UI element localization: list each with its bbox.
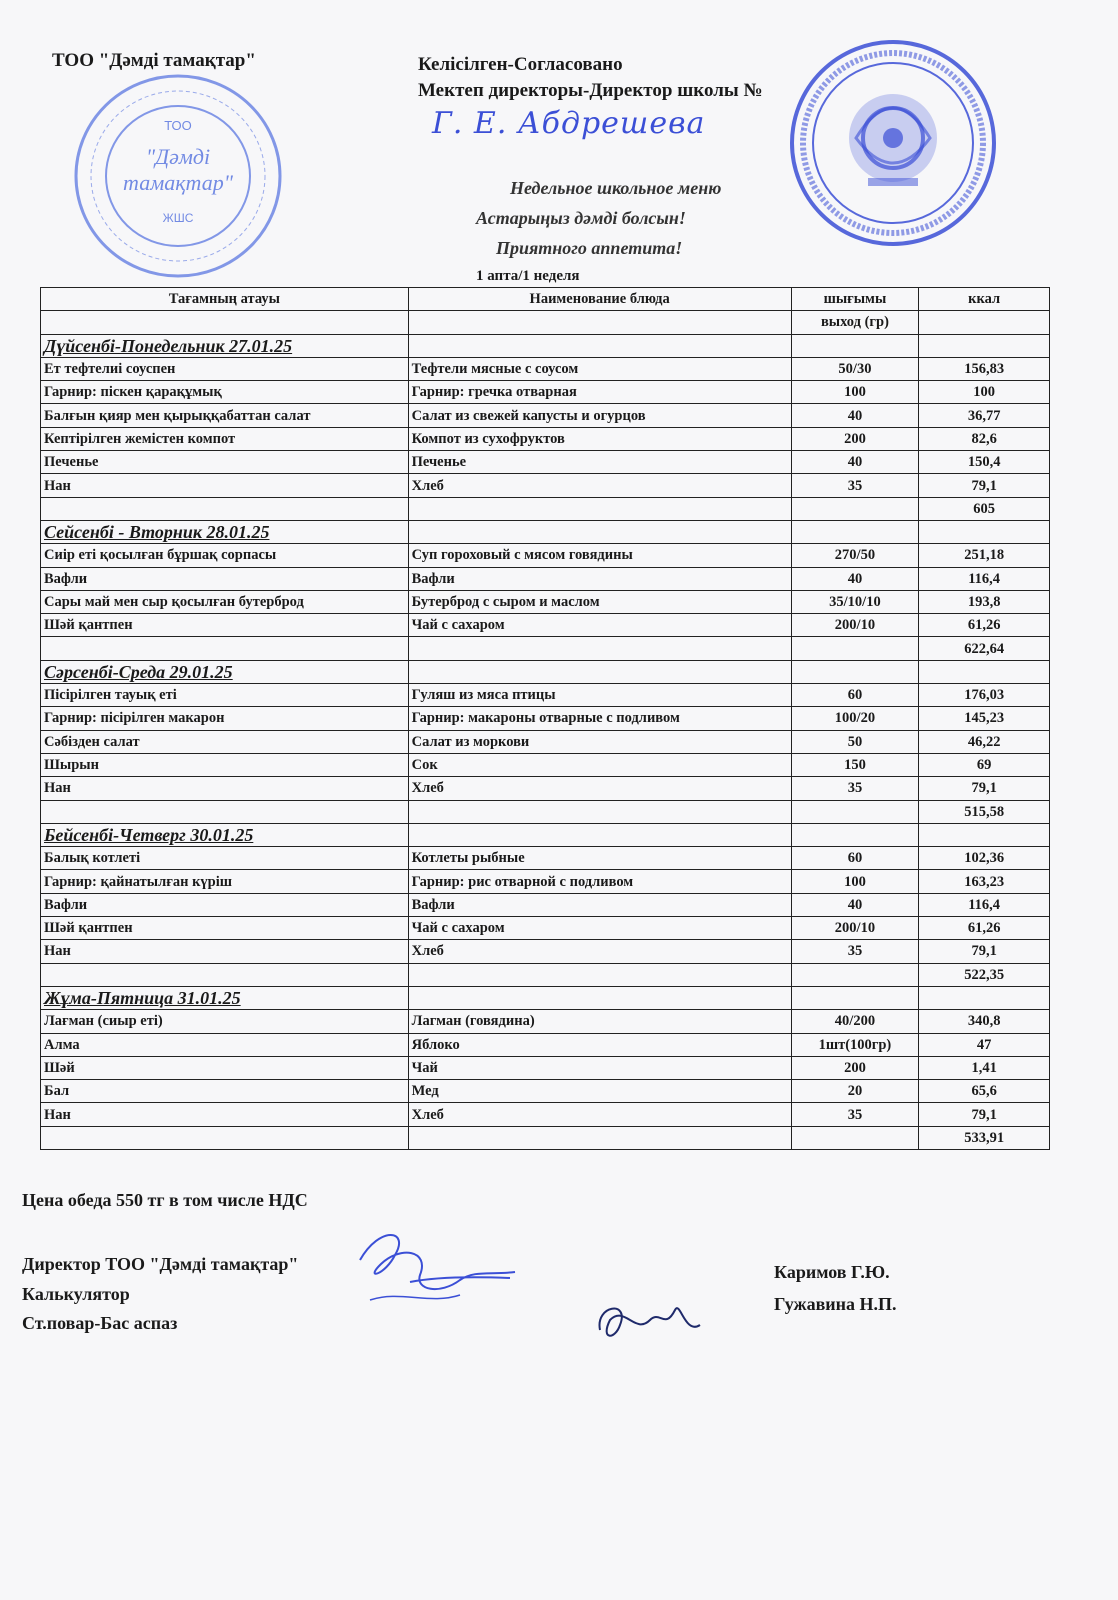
day-header-row — [41, 986, 1050, 1009]
dish-kcal: 176,03 — [919, 684, 1050, 707]
dish-kcal: 61,26 — [919, 614, 1050, 637]
dish-name-ru: Мед — [408, 1080, 791, 1103]
dish-kcal: 82,6 — [919, 427, 1050, 450]
dish-yield: 200/10 — [791, 614, 919, 637]
chef-title: Ст.повар-Бас аспаз — [22, 1313, 178, 1333]
calculator-name: Гужавина Н.П. — [774, 1294, 897, 1314]
table-row — [41, 777, 1050, 800]
dish-name-ru: Тефтели мясные с соусом — [408, 357, 791, 380]
table-row — [41, 544, 1050, 567]
dish-yield: 200 — [791, 1056, 919, 1079]
dish-name-ru: Гуляш из мяса птицы — [408, 684, 791, 707]
day-title: Жұма-Пятница 31.01.25 — [41, 986, 409, 1009]
dish-name-ru: Вафли — [408, 893, 791, 916]
dish-kcal: 145,23 — [919, 707, 1050, 730]
dish-yield: 100 — [791, 381, 919, 404]
stamp-center-top: ТОО — [164, 118, 192, 133]
table-row — [41, 427, 1050, 450]
agreed-label: Келісілген-Согласовано — [418, 54, 623, 75]
dish-kcal: 100 — [919, 381, 1050, 404]
total-row — [41, 497, 1050, 520]
dish-name-kz: Вафли — [41, 893, 409, 916]
dish-name-ru: Котлеты рыбные — [408, 847, 791, 870]
dish-name-ru: Чай с сахаром — [408, 614, 791, 637]
dish-yield: 40/200 — [791, 1010, 919, 1033]
menu-subtitle-ru: Приятного аппетита! — [496, 238, 683, 258]
stamp-center-name-1: "Дәмді — [145, 144, 211, 169]
dish-yield: 200/10 — [791, 917, 919, 940]
total-row — [41, 1126, 1050, 1149]
dish-name-ru: Салат из моркови — [408, 730, 791, 753]
dish-yield: 35 — [791, 940, 919, 963]
chef-signature-scribble — [590, 1290, 710, 1350]
dish-yield: 270/50 — [791, 544, 919, 567]
dish-kcal: 79,1 — [919, 940, 1050, 963]
dish-name-kz: Гарнир: қайнатылған күріш — [41, 870, 409, 893]
dish-name-ru: Хлеб — [408, 777, 791, 800]
dish-yield: 35 — [791, 474, 919, 497]
dish-name-kz: Балық котлеті — [41, 847, 409, 870]
dish-name-ru: Гарнир: макароны отварные с подливом — [408, 707, 791, 730]
table-row — [41, 917, 1050, 940]
dish-kcal: 47 — [919, 1033, 1050, 1056]
day-title: Бейсенбі-Четверг 30.01.25 — [41, 823, 409, 846]
dish-name-kz: Гарнир: пісірілген макарон — [41, 707, 409, 730]
dish-kcal: 156,83 — [919, 357, 1050, 380]
table-row — [41, 357, 1050, 380]
director-signature-scribble — [340, 1220, 530, 1310]
dish-name-ru: Лагман (говядина) — [408, 1010, 791, 1033]
col-header-yield-kz: шығымы — [791, 288, 919, 311]
dish-name-kz: Сәбізден салат — [41, 730, 409, 753]
day-title: Дүйсенбі-Понедельник 27.01.25 — [41, 334, 409, 357]
day-header-row — [41, 823, 1050, 846]
dish-name-ru: Чай — [408, 1056, 791, 1079]
dish-name-ru: Бутерброд с сыром и маслом — [408, 590, 791, 613]
table-header-row — [41, 288, 1050, 311]
dish-name-kz: Шәй қантпен — [41, 614, 409, 637]
lunch-price: Цена обеда 550 тг в том числе НДС — [22, 1190, 308, 1210]
dish-kcal: 65,6 — [919, 1080, 1050, 1103]
table-row — [41, 474, 1050, 497]
dish-name-kz: Печенье — [41, 451, 409, 474]
total-row — [41, 963, 1050, 986]
dish-name-ru: Хлеб — [408, 1103, 791, 1126]
dish-yield: 150 — [791, 753, 919, 776]
dish-name-ru: Хлеб — [408, 940, 791, 963]
dish-name-kz: Алма — [41, 1033, 409, 1056]
week-label: 1 апта/1 неделя — [476, 268, 580, 284]
dish-name-ru: Хлеб — [408, 474, 791, 497]
dish-kcal: 193,8 — [919, 590, 1050, 613]
table-row — [41, 1103, 1050, 1126]
dish-name-ru: Салат из свежей капусты и огурцов — [408, 404, 791, 427]
dish-yield: 100/20 — [791, 707, 919, 730]
col-header-kcal: ккал — [919, 288, 1050, 311]
dish-name-kz: Вафли — [41, 567, 409, 590]
dish-kcal: 46,22 — [919, 730, 1050, 753]
menu-title: Недельное школьное меню — [510, 178, 722, 198]
table-header-row-2 — [41, 311, 1050, 334]
dish-name-ru: Гарнир: гречка отварная — [408, 381, 791, 404]
table-row — [41, 707, 1050, 730]
table-row — [41, 381, 1050, 404]
dish-kcal: 251,18 — [919, 544, 1050, 567]
day-total-kcal: 622,64 — [919, 637, 1050, 660]
dish-name-kz: Сиір еті қосылған бұршақ сорпасы — [41, 544, 409, 567]
dish-name-kz: Гарнир: піскен қарақұмық — [41, 381, 409, 404]
dish-yield: 50/30 — [791, 357, 919, 380]
stamp-center-bottom: ЖШС — [162, 211, 194, 225]
dish-name-kz: Бал — [41, 1080, 409, 1103]
dish-name-kz: Кептірілген жемістен компот — [41, 427, 409, 450]
table-row — [41, 870, 1050, 893]
dish-name-ru: Компот из сухофруктов — [408, 427, 791, 450]
table-row — [41, 893, 1050, 916]
dish-yield: 40 — [791, 404, 919, 427]
table-row — [41, 567, 1050, 590]
dish-name-ru: Печенье — [408, 451, 791, 474]
dish-yield: 35/10/10 — [791, 590, 919, 613]
dish-kcal: 79,1 — [919, 474, 1050, 497]
dish-kcal: 69 — [919, 753, 1050, 776]
dish-name-kz: Нан — [41, 1103, 409, 1126]
col-header-name-ru: Наименование блюда — [408, 288, 791, 311]
table-row — [41, 753, 1050, 776]
dish-name-kz: Шәй қантпен — [41, 917, 409, 940]
dish-name-kz: Нан — [41, 474, 409, 497]
table-row — [41, 404, 1050, 427]
dish-name-kz: Нан — [41, 940, 409, 963]
dish-kcal: 79,1 — [919, 1103, 1050, 1126]
director-name: Каримов Г.Ю. — [774, 1262, 890, 1282]
menu-subtitle-kz: Астарыңыз дәмді болсын! — [476, 208, 686, 228]
table-row — [41, 614, 1050, 637]
dish-kcal: 116,4 — [919, 893, 1050, 916]
total-row — [41, 800, 1050, 823]
day-header-row — [41, 660, 1050, 683]
dish-name-kz: Пісірілген тауық еті — [41, 684, 409, 707]
dish-kcal: 150,4 — [919, 451, 1050, 474]
day-header-row — [41, 520, 1050, 543]
dish-yield: 20 — [791, 1080, 919, 1103]
dish-name-ru: Сок — [408, 753, 791, 776]
table-row — [41, 684, 1050, 707]
dish-kcal: 79,1 — [919, 777, 1050, 800]
total-row — [41, 637, 1050, 660]
company-stamp — [72, 72, 284, 280]
dish-yield: 35 — [791, 1103, 919, 1126]
director-signature: Г. Е. Абдрешева — [432, 106, 706, 141]
dish-name-kz: Балғын қияр мен қырыққабаттан салат — [41, 404, 409, 427]
dish-yield: 60 — [791, 684, 919, 707]
col-header-name-kz: Тағамның атауы — [41, 288, 409, 311]
dish-name-ru: Вафли — [408, 567, 791, 590]
dish-name-kz: Нан — [41, 777, 409, 800]
dish-name-kz: Ет тефтелиі соуспен — [41, 357, 409, 380]
director-title: Директор ТОО "Дәмді тамақтар" — [22, 1254, 299, 1274]
table-row — [41, 847, 1050, 870]
dish-yield: 60 — [791, 847, 919, 870]
day-total-kcal: 533,91 — [919, 1126, 1050, 1149]
dish-kcal: 116,4 — [919, 567, 1050, 590]
dish-name-kz: Шырын — [41, 753, 409, 776]
stamp-center-name-2: тамақтар" — [123, 170, 233, 195]
school-stamp — [786, 38, 1000, 248]
col-header-yield-ru: выход (гр) — [791, 311, 919, 334]
dish-name-kz: Сары май мен сыр қосылған бутерброд — [41, 590, 409, 613]
dish-kcal: 340,8 — [919, 1010, 1050, 1033]
table-row — [41, 1010, 1050, 1033]
company-name: ТОО "Дәмді тамақтар" — [52, 50, 256, 71]
dish-kcal: 1,41 — [919, 1056, 1050, 1079]
day-total-kcal: 605 — [919, 497, 1050, 520]
day-title: Сәрсенбі-Среда 29.01.25 — [41, 660, 409, 683]
table-row — [41, 1033, 1050, 1056]
day-total-kcal: 515,58 — [919, 800, 1050, 823]
school-director-line: Мектеп директоры-Директор школы № — [418, 80, 763, 101]
dish-kcal: 36,77 — [919, 404, 1050, 427]
dish-kcal: 102,36 — [919, 847, 1050, 870]
table-row — [41, 451, 1050, 474]
dish-yield: 35 — [791, 777, 919, 800]
dish-yield: 40 — [791, 893, 919, 916]
day-total-kcal: 522,35 — [919, 963, 1050, 986]
dish-name-kz: Шәй — [41, 1056, 409, 1079]
dish-yield: 40 — [791, 567, 919, 590]
dish-yield: 50 — [791, 730, 919, 753]
dish-yield: 200 — [791, 427, 919, 450]
day-header-row — [41, 334, 1050, 357]
dish-name-ru: Гарнир: рис отварной с подливом — [408, 870, 791, 893]
table-row — [41, 1056, 1050, 1079]
dish-yield: 40 — [791, 451, 919, 474]
table-row — [41, 940, 1050, 963]
dish-name-kz: Лағман (сиыр еті) — [41, 1010, 409, 1033]
day-title: Сейсенбі - Вторник 28.01.25 — [41, 520, 409, 543]
dish-name-ru: Чай с сахаром — [408, 917, 791, 940]
table-row — [41, 730, 1050, 753]
dish-yield: 1шт(100гр) — [791, 1033, 919, 1056]
dish-name-ru: Суп гороховый с мясом говядины — [408, 544, 791, 567]
dish-name-ru: Яблоко — [408, 1033, 791, 1056]
dish-kcal: 61,26 — [919, 917, 1050, 940]
dish-kcal: 163,23 — [919, 870, 1050, 893]
dish-yield: 100 — [791, 870, 919, 893]
table-row — [41, 590, 1050, 613]
table-row — [41, 1080, 1050, 1103]
menu-table — [40, 287, 1050, 1150]
calculator-title: Калькулятор — [22, 1284, 130, 1304]
